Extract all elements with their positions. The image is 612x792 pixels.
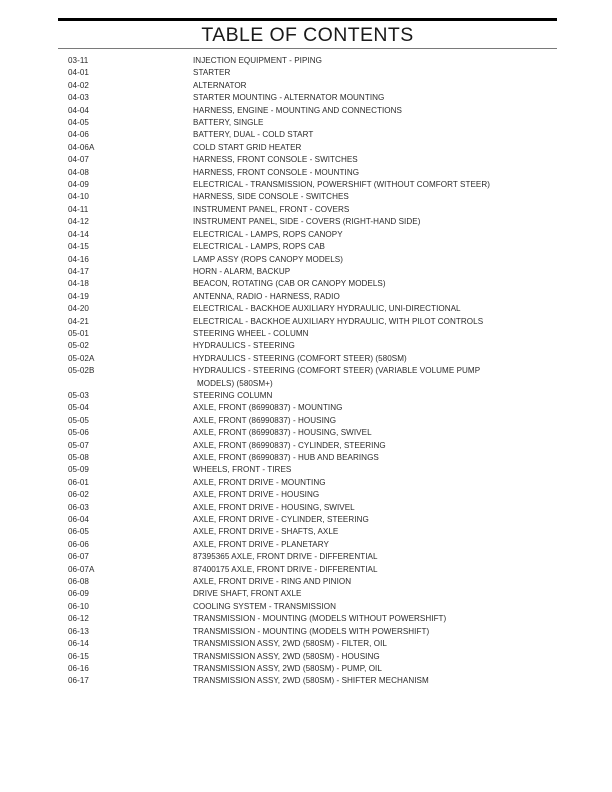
toc-entry[interactable]: [58, 167, 558, 179]
toc-entry-description: AXLE, FRONT (86990837) - CYLINDER, STEERING: [193, 440, 386, 450]
toc-entry[interactable]: [58, 316, 558, 328]
toc-entry[interactable]: [58, 402, 558, 414]
toc-entry-code: 04-09: [68, 180, 89, 190]
toc-entry[interactable]: [58, 266, 558, 278]
toc-entry[interactable]: [58, 105, 558, 117]
toc-entry-code: 04-06: [68, 130, 89, 140]
toc-entry[interactable]: [58, 204, 558, 216]
toc-entry-description: AXLE, FRONT DRIVE - RING AND PINION: [193, 577, 352, 587]
toc-entry-description: AXLE, FRONT (86990837) - HUB AND BEARINGS: [193, 453, 379, 462]
toc-entry-description: ELECTRICAL - BACKHOE AUXILIARY HYDRAULIC, UNI-DIRECTIONAL: [193, 304, 461, 314]
page-title: TABLE OF CONTENTS: [201, 24, 414, 46]
toc-entry-description: 87400175 AXLE, FRONT DRIVE - DIFFERENTIAL: [193, 564, 378, 574]
toc-entry-description: AXLE, FRONT (86990837) - HOUSING, SWIVEL: [193, 428, 372, 438]
toc-entry[interactable]: [58, 291, 558, 303]
toc-entry[interactable]: [58, 303, 558, 315]
toc-entry-description: TRANSMISSION - MOUNTING (MODELS WITHOUT POWERSHIFT): [193, 614, 447, 624]
toc-entry-code: 06-07: [68, 552, 89, 562]
toc-entry[interactable]: [58, 92, 558, 104]
toc-entry[interactable]: [58, 651, 558, 663]
toc-entry[interactable]: [58, 564, 558, 576]
toc-entry[interactable]: [58, 663, 558, 675]
toc-entry-code: 04-07: [68, 155, 89, 165]
toc-entry[interactable]: [58, 514, 558, 526]
toc-entry[interactable]: [58, 241, 558, 253]
toc-entry[interactable]: [58, 179, 558, 191]
toc-entry[interactable]: [58, 526, 558, 538]
toc-entry[interactable]: [58, 278, 558, 290]
toc-entry-code: 06-15: [68, 651, 89, 661]
toc-entry-code: 06-12: [68, 614, 89, 624]
toc-entry-description: INJECTION EQUIPMENT - PIPING: [193, 56, 322, 65]
table-of-contents-list: [58, 55, 558, 688]
toc-entry-description: AXLE, FRONT DRIVE - PLANETARY: [193, 539, 329, 549]
toc-entry[interactable]: [58, 613, 558, 625]
toc-entry[interactable]: [58, 390, 558, 402]
toc-entry-description: WHEELS, FRONT - TIRES: [193, 465, 292, 475]
toc-entry-code: 04-01: [68, 68, 89, 78]
toc-entry[interactable]: [58, 489, 558, 501]
toc-entry-code: 06-05: [68, 527, 89, 537]
toc-entry-description: HYDRAULICS - STEERING (COMFORT STEER) (580SM): [193, 353, 407, 363]
toc-entry-description: HARNESS, FRONT CONSOLE - MOUNTING: [193, 167, 360, 177]
toc-entry-code: 05-02: [68, 341, 89, 351]
toc-entry-code: 06-10: [68, 601, 89, 611]
toc-entry[interactable]: [58, 328, 558, 340]
toc-entry-description: BATTERY, SINGLE: [193, 118, 264, 128]
toc-entry-code: 04-06A: [68, 142, 95, 152]
toc-entry-code: 05-09: [68, 465, 89, 475]
toc-entry-code: 06-01: [68, 477, 89, 487]
toc-entry-description: COOLING SYSTEM - TRANSMISSION: [193, 601, 336, 611]
toc-entry-description: ALTERNATOR: [193, 80, 247, 90]
toc-entry-description: AXLE, FRONT DRIVE - MOUNTING: [193, 477, 326, 487]
toc-entry-description: BATTERY, DUAL - COLD START: [193, 130, 314, 140]
toc-entry-code: 06-14: [68, 639, 89, 649]
toc-entry-description: HARNESS, SIDE CONSOLE - SWITCHES: [193, 192, 349, 202]
header-rule-bottom: [58, 48, 557, 49]
toc-entry[interactable]: [58, 117, 558, 129]
toc-entry-code: 06-06: [68, 539, 89, 549]
toc-entry-description: AXLE, FRONT DRIVE - HOUSING: [193, 490, 320, 500]
toc-entry-code: 05-03: [68, 390, 89, 400]
toc-entry-description: ELECTRICAL - LAMPS, ROPS CANOPY: [193, 229, 343, 239]
toc-entry-description: STEERING WHEEL - COLUMN: [193, 328, 309, 338]
toc-entry[interactable]: [58, 576, 558, 588]
toc-entry[interactable]: [58, 601, 558, 613]
toc-entry[interactable]: [58, 638, 558, 650]
toc-entry-code: 05-04: [68, 403, 89, 413]
toc-entry-code: 04-17: [68, 266, 89, 276]
toc-entry-description: HYDRAULICS - STEERING: [193, 341, 295, 351]
toc-entry[interactable]: [58, 254, 558, 266]
toc-entry-code: 05-01: [68, 328, 89, 338]
toc-entry[interactable]: [58, 142, 558, 154]
toc-entry[interactable]: [58, 502, 558, 514]
toc-entry[interactable]: [58, 80, 558, 92]
toc-entry-description: HYDRAULICS - STEERING (COMFORT STEER) (VARIABLE VOLUME PUMP: [193, 366, 481, 376]
toc-entry-description: AXLE, FRONT (86990837) - MOUNTING: [193, 403, 343, 413]
toc-entry-code: 04-03: [68, 93, 89, 103]
toc-entry-description: INSTRUMENT PANEL, SIDE - COVERS (RIGHT-HAND SIDE): [193, 217, 421, 227]
toc-entry-description: ELECTRICAL - LAMPS, ROPS CAB: [193, 242, 325, 252]
toc-entry-code: 05-05: [68, 415, 89, 425]
toc-entry-description: INSTRUMENT PANEL, FRONT - COVERS: [193, 204, 350, 214]
toc-entry-description-continued: MODELS) (580SM+): [197, 378, 273, 388]
toc-entry-code: 05-08: [68, 453, 89, 462]
page-header: [58, 18, 557, 49]
toc-entry-code: 04-14: [68, 229, 89, 239]
toc-entry-code: 04-15: [68, 242, 89, 252]
toc-entry[interactable]: [58, 191, 558, 203]
toc-entry-code: 06-13: [68, 626, 89, 636]
toc-entry-code: 04-05: [68, 118, 89, 128]
toc-entry[interactable]: [58, 129, 558, 141]
toc-entry-code: 04-19: [68, 291, 89, 301]
toc-entry[interactable]: [58, 675, 558, 687]
toc-entry[interactable]: [58, 452, 558, 464]
toc-entry[interactable]: [58, 440, 558, 452]
toc-entry-code: 06-16: [68, 663, 89, 673]
toc-entry-description: TRANSMISSION ASSY, 2WD (580SM) - SHIFTER MECHANISM: [193, 676, 429, 686]
toc-entry-description: BEACON, ROTATING (CAB OR CANOPY MODELS): [193, 279, 386, 289]
toc-entry-continuation: [58, 378, 558, 390]
toc-entry-description: 87395365 AXLE, FRONT DRIVE - DIFFERENTIAL: [193, 552, 378, 562]
toc-entry-code: 06-09: [68, 589, 89, 599]
toc-entry-description: AXLE, FRONT (86990837) - HOUSING: [193, 415, 337, 425]
toc-entry-code: 04-16: [68, 254, 89, 264]
toc-entry-code: 04-08: [68, 167, 89, 177]
toc-entry[interactable]: [58, 55, 558, 67]
toc-entry-code: 04-21: [68, 316, 89, 326]
toc-entry[interactable]: [58, 415, 558, 427]
toc-entry-code: 04-04: [68, 105, 89, 115]
toc-entry[interactable]: [58, 477, 558, 489]
toc-entry-code: 06-02: [68, 490, 89, 500]
toc-entry-code: 04-20: [68, 304, 89, 314]
toc-entry[interactable]: [58, 539, 558, 551]
toc-entry[interactable]: [58, 427, 558, 439]
toc-entry-description: HORN - ALARM, BACKUP: [193, 266, 291, 276]
toc-entry[interactable]: [58, 216, 558, 228]
toc-entry-code: 05-07: [68, 440, 89, 450]
toc-entry-description: STEERING COLUMN: [193, 390, 273, 400]
toc-entry-code: 06-03: [68, 502, 89, 512]
toc-entry-description: TRANSMISSION - MOUNTING (MODELS WITH POWERSHIFT): [193, 626, 430, 636]
toc-entry-code: 06-17: [68, 676, 89, 686]
toc-entry-code: 06-04: [68, 515, 89, 525]
header-rule-top: [58, 18, 557, 21]
toc-entry-description: AXLE, FRONT DRIVE - SHAFTS, AXLE: [193, 527, 339, 537]
toc-entry-code: 04-10: [68, 192, 89, 202]
toc-entry[interactable]: [58, 229, 558, 241]
toc-entry[interactable]: [58, 353, 558, 365]
toc-entry-description: HARNESS, FRONT CONSOLE - SWITCHES: [193, 155, 358, 165]
toc-entry-description: LAMP ASSY (ROPS CANOPY MODELS): [193, 254, 343, 264]
toc-entry[interactable]: [58, 588, 558, 600]
toc-entry[interactable]: [58, 340, 558, 352]
toc-entry[interactable]: [58, 67, 558, 79]
toc-entry-description: HARNESS, ENGINE - MOUNTING AND CONNECTIONS: [193, 105, 402, 115]
toc-entry-code: 05-02A: [68, 353, 95, 363]
toc-entry-code: 04-12: [68, 217, 89, 227]
toc-entry-code: 05-06: [68, 428, 89, 438]
toc-entry[interactable]: [58, 551, 558, 563]
toc-entry-description: AXLE, FRONT DRIVE - CYLINDER, STEERING: [193, 515, 369, 525]
toc-entry[interactable]: [58, 464, 558, 476]
toc-entry[interactable]: [58, 626, 558, 638]
toc-entry-description: TRANSMISSION ASSY, 2WD (580SM) - PUMP, OIL: [193, 663, 382, 673]
toc-entry-code: 06-07A: [68, 564, 95, 574]
toc-entry[interactable]: [58, 365, 558, 377]
toc-entry-description: ELECTRICAL - BACKHOE AUXILIARY HYDRAULIC, WITH PILOT CONTROLS: [193, 316, 484, 326]
toc-entry-code: 04-11: [68, 204, 89, 214]
toc-entry-description: STARTER: [193, 68, 231, 78]
toc-entry-description: COLD START GRID HEATER: [193, 142, 302, 152]
toc-entry-description: ELECTRICAL - TRANSMISSION, POWERSHIFT (WITHOUT COMFORT STEER): [193, 180, 490, 190]
toc-entry-description: ANTENNA, RADIO - HARNESS, RADIO: [193, 291, 340, 301]
toc-entry-code: 03-11: [68, 56, 89, 65]
toc-entry-description: TRANSMISSION ASSY, 2WD (580SM) - FILTER, OIL: [193, 639, 387, 649]
toc-entry[interactable]: [58, 154, 558, 166]
toc-entry-code: 05-02B: [68, 366, 95, 376]
toc-entry-description: TRANSMISSION ASSY, 2WD (580SM) - HOUSING: [193, 651, 380, 661]
toc-entry-description: STARTER MOUNTING - ALTERNATOR MOUNTING: [193, 93, 385, 103]
toc-entry-code: 04-02: [68, 80, 89, 90]
toc-entry-code: 06-08: [68, 577, 89, 587]
toc-entry-description: AXLE, FRONT DRIVE - HOUSING, SWIVEL: [193, 502, 355, 512]
toc-entry-description: DRIVE SHAFT, FRONT AXLE: [193, 589, 302, 599]
toc-entry-code: 04-18: [68, 279, 89, 289]
